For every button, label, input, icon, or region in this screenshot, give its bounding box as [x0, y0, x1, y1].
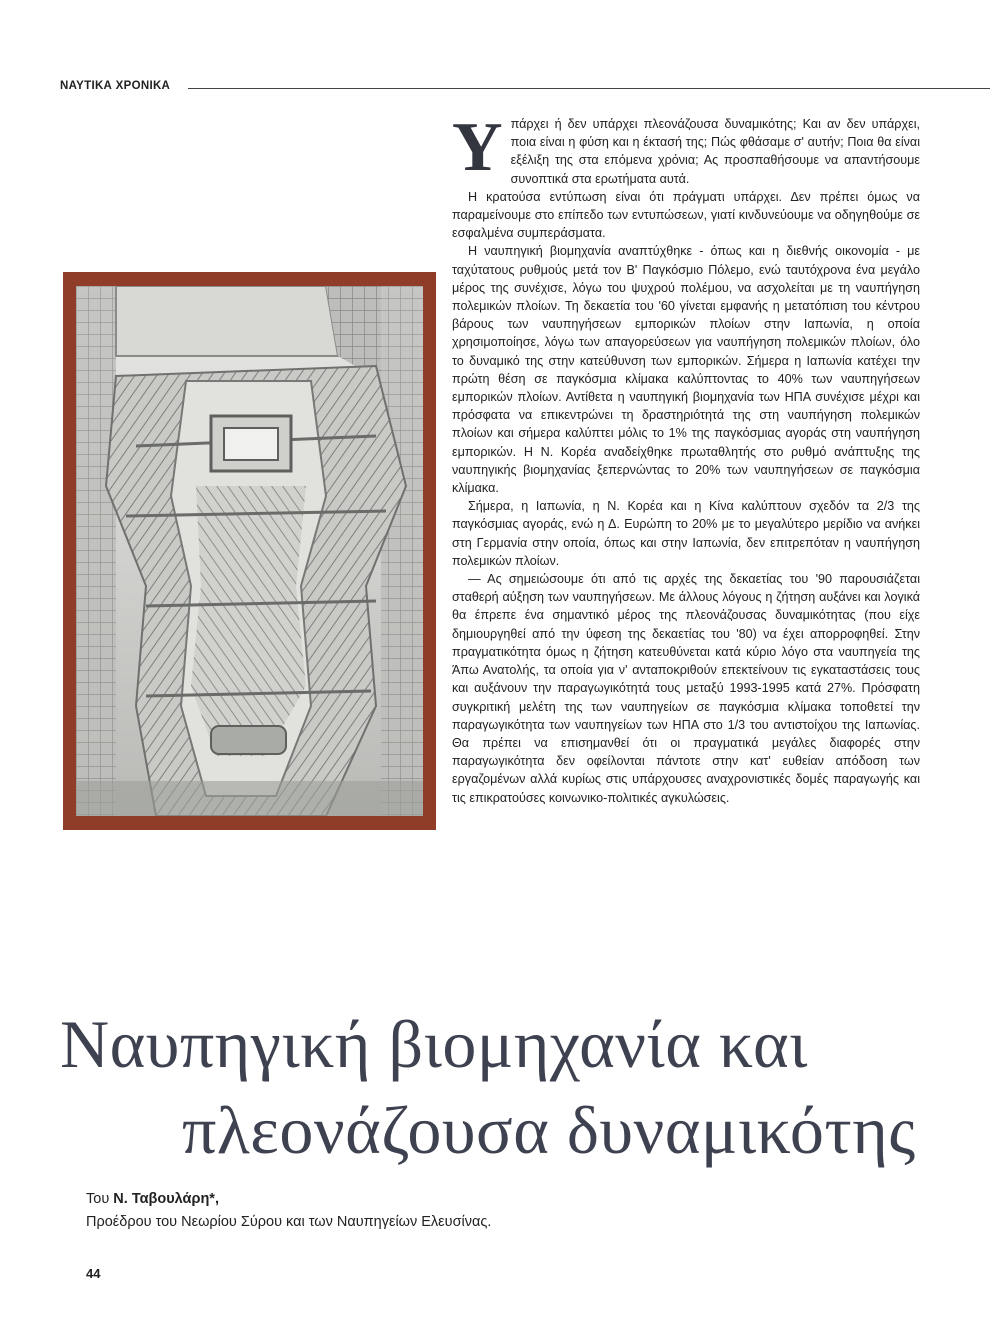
author-affiliation: Προέδρου του Νεωρίου Σύρου και των Ναυπηγείων Ελευσίνας. — [86, 1214, 492, 1230]
article-paragraph-5: — Ας σημειώσουμε ότι από τις αρχές της δεκαετίας του '90 παρουσιάζεται σταθερή αύξηση των ναυπηγήσεων. Με άλλους λόγους η ζήτηση αυξάνει και λογικά θα έπρεπε ένα σημαντικό μέρος της πλεονάζουσας δυναμικότητας (που είχε δημιουργηθεί από την ύφεση της δεκαετίας του '80) να έχει απορροφηθεί. Στην πραγματικότητα όμως η ζήτηση κατευθύνεται κατά κύριο λόγο στα ναυπηγεία της Άπω Ανατολής, τα οποία για ν' ανταποκριθούν επεκτείνουν τις εγκαταστάσεις τους και αυξάνουν την παραγωγικότητά τους μεταξύ 1993-1995 κατά 27%. Πρόσφατη συγκριτική μελέτη της των ναυπηγείων σε παγκόσμια κλίμακα τοποθετεί την παραγωγικότητα των ναυπηγείων των ΗΠΑ στο 1/3 του αντιστοίχου της Ιαπωνίας. Θα πρέπει να επισημανθεί ότι οι πραγματικά μεγάλες διαφορές στην παραγωγικότητα δεν οφείλονται πάντοτε στην κατ' ευθείαν απόδοση των εργαζομένων αλλά κυρίως στις υπάρχουσες αναχρονιστικές δομές παραγωγής και τις επικρατούσες κοινωνικο-πολιτικές αγκυλώσεις. — [452, 572, 920, 805]
article-headline — [60, 1001, 960, 1173]
section-title: ΝΑΥΤΙΚΑ ΧΡΟΝΙΚΑ — [60, 80, 171, 92]
article-body — [452, 109, 920, 807]
headline-line-1: Ναυπηγική βιομηχανία και — [60, 1005, 808, 1082]
scaffold-left — [76, 286, 116, 816]
byline — [86, 1188, 491, 1234]
dock-floor — [76, 781, 423, 816]
article-paragraph-2: Η κρατούσα εντύπωση είναι ότι πράγματι υπάρχει. Δεν πρέπει όμως να παραμείνουμε στο επίπεδο των εντυπώσεων, γιατί κινδυνεύουμε να οδηγηθούμε σε εσφαλμένα συμπεράσματα. — [452, 189, 920, 241]
page-number: 44 — [86, 1266, 101, 1281]
headline-line-2: πλεονάζουσα δυναμικότης — [182, 1091, 916, 1168]
article-paragraph-1: Υπάρχει ή δεν υπάρχει πλεονάζουσα δυναμικότης; Και αν δεν υπάρχει, ποια είναι η φύση και η έκτασή της; Πώς φθάσαμε σ' αυτήν; Ποια θα είναι εξέλιξη της στα επόμενα χρόνια; Ας προσπαθήσουμε να απαντήσουμε συνοπτικά στα ερωτήματα αυτά. — [452, 109, 920, 186]
drop-cap: Υ — [452, 109, 503, 186]
scaffold-right — [381, 286, 423, 816]
deck-block-top — [116, 286, 338, 356]
article-paragraph-4: Σήμερα, η Ιαπωνία, η Ν. Κορέα και η Κίνα καλύπτουν σχεδόν τα 2/3 της παγκόσμιας αγοράς, ενώ η Δ. Ευρώπη το 20% με το μεγαλύτερο μερίδιο να ανήκει στη Γερμανία στην οποία, όπως και στην Ιαπωνία, δεν επιτρεπόταν η ναυπήγηση πολεμικών πλοίων. — [452, 499, 920, 568]
photo-frame — [63, 272, 436, 830]
pipe-section — [211, 726, 286, 754]
header-rule — [188, 88, 990, 89]
author-name: Ν. Ταβουλάρη*, — [113, 1191, 219, 1207]
hull-ribs-center — [191, 486, 306, 756]
byline-author-line: Του Ν. Ταβουλάρη*, — [86, 1191, 219, 1207]
article-paragraph-3: Η ναυπηγική βιομηχανία αναπτύχθηκε - όπως και η διεθνής οικονομία - με ταχύτατους ρυθμούς μετά τον Β' Παγκόσμιο Πόλεμο, ενώ ταυτόχρονα ένα μεγάλο μέρος της συνέχισε, λόγω του ψυχρού πολέμου, να ασχολείται με τη ναυπήγηση πολεμικών πλοίων. Τη δεκαετία του '60 γίνεται εμφανής η μετατόπιση του κέντρου βάρους των ναυπηγήσεων εμπορικών πλοίων στην Ιαπωνία, η οποία χρησιμοποίησε, λόγω των απαγορεύσεων για ναυπήγηση πολεμικών πλοίων, όλο το δυναμικό της στην κατεύθυνση των εμπορικών. Σήμερα η Ιαπωνία κατέχει την πρώτη θέση σε παγκόσμια κλίμακα καλύπτοντας το 40% των ναυπηγήσεων εμπορικών πλοίων. Αντίθετα η ναυπηγική βιομηχανία των ΗΠΑ συνέχισε μέχρι και πρόσφατα να επικεντρώνει τη δραστηριότητά της στη ναυπήγηση πολεμικών πλοίων και σήμερα καλύπτει μόλις το 1% της παγκόσμιας αγοράς στη ναυπήγηση εμπορικών. Η Ν. Κορέα αναδείχθηκε πρωταθλητής στο ρυθμό ανάπτυξης της ναυπηγικής βιομηχανίας ξεπερνώντας το 20% των ναυπηγήσεων σε παγκόσμια κλίμακα. — [452, 244, 920, 496]
page-header — [60, 66, 990, 92]
shipyard-photo — [76, 286, 423, 816]
